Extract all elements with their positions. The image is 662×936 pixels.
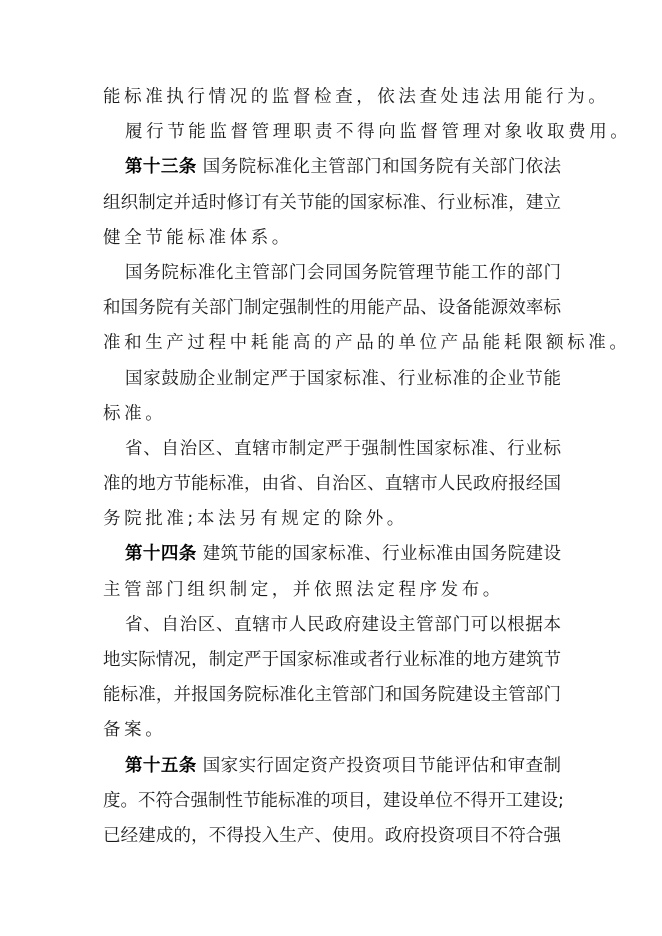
article-number: 第十三条 <box>125 157 197 178</box>
line-text: 度。不符合强制性节能标准的项目，建设单位不得开工建设; <box>103 790 564 811</box>
article-number: 第十四条 <box>125 544 197 565</box>
line-text: 组织制定并适时修订有关节能的国家标准、行业标准，建立 <box>103 192 561 213</box>
article-heading-line <box>103 154 561 189</box>
text-line <box>103 84 610 119</box>
text-line <box>103 506 561 541</box>
line-text: 能标准，并报国务院标准化主管部门和国务院建设主管部门 <box>103 685 561 706</box>
text-line <box>103 717 561 752</box>
line-text: 建筑节能的国家标准、行业标准由国务院建设 <box>196 544 562 565</box>
line-text: 国家实行固定资产投资项目节能评估和审查制 <box>196 755 562 776</box>
line-text: 地实际情况，制定严于国家标准或者行业标准的地方建筑节 <box>103 650 561 670</box>
text-line <box>103 190 561 225</box>
line-text: 准和生产过程中耗能高的产品的单位产品能耗限额标准。 <box>103 333 631 354</box>
line-text: 备案。 <box>103 720 167 741</box>
document-page <box>103 84 632 858</box>
line-text: 准的地方节能标准，由省、自治区、直辖市人民政府报经国 <box>103 474 561 495</box>
text-line <box>103 401 561 436</box>
text-line <box>103 823 561 858</box>
line-text: 和国务院有关部门制定强制性的用能产品、设备能源效率标 <box>103 298 561 319</box>
text-line <box>103 647 561 682</box>
line-text: 省、自治区、直辖市人民政府建设主管部门可以根据本 <box>125 614 561 635</box>
text-line <box>103 612 561 647</box>
text-line <box>103 436 561 471</box>
line-text: 健全节能标准体系。 <box>103 227 293 248</box>
article-number: 第十五条 <box>125 755 197 776</box>
line-text: 国务院标准化主管部门和国务院有关部门依法 <box>196 157 562 178</box>
line-text: 已经建成的，不得投入生产、使用。政府投资项目不符合强 <box>103 825 561 846</box>
text-line <box>103 119 632 154</box>
text-line <box>103 682 561 717</box>
article-heading-line <box>103 753 561 788</box>
line-text: 务院批准;本法另有规定的除外。 <box>103 509 408 530</box>
text-line <box>103 471 561 506</box>
line-text: 省、自治区、直辖市制定严于强制性国家标准、行业标 <box>125 438 561 459</box>
text-line <box>103 577 561 612</box>
line-text: 能标准执行情况的监督检查，依法查处违法用能行为。 <box>103 87 610 107</box>
line-text: 国家鼓励企业制定严于国家标准、行业标准的企业节能 <box>125 368 561 389</box>
article-heading-line <box>103 541 561 576</box>
text-line <box>103 788 564 823</box>
line-text: 履行节能监督管理职责不得向监督管理对象收取费用。 <box>125 122 632 143</box>
text-line <box>103 330 631 365</box>
line-text: 国务院标准化主管部门会同国务院管理节能工作的部门 <box>125 262 561 283</box>
line-text: 主管部门组织制定，并依照法定程序发布。 <box>103 579 504 600</box>
text-line <box>103 260 561 295</box>
text-line <box>103 295 561 330</box>
line-text: 标准。 <box>103 403 167 424</box>
text-line <box>103 366 561 401</box>
text-line <box>103 225 561 260</box>
